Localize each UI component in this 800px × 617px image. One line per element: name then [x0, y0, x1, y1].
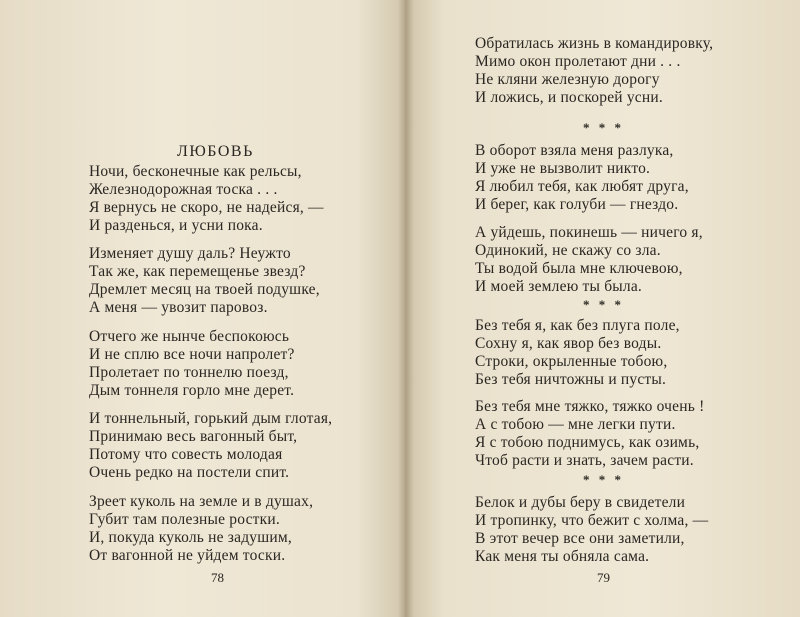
- poem-line: Очень редко на постели спит.: [89, 464, 290, 481]
- poem-line: Зреет куколь на земле и в душах,: [89, 493, 314, 510]
- section-separator: * * *: [583, 297, 624, 312]
- poem-line: И ложись, и поскорей усни.: [475, 89, 663, 106]
- poem-line: Мимо окон пролетают дни . . .: [475, 53, 681, 70]
- poem-line: Без тебя мне тяжко, тяжко очень !: [475, 398, 705, 415]
- poem-line: Белок и дубы беру в свидетели: [475, 494, 686, 511]
- poem-line: Пролетает по тоннелю поезд,: [89, 364, 289, 381]
- poem-line: И берег, как голуби — гнездо.: [475, 196, 679, 213]
- poem-line: Обратилась жизнь в командировку,: [475, 35, 714, 52]
- poem-line: И уже не вызволит никто.: [475, 160, 651, 177]
- poem-line: От вагонной не уйдем тоски.: [89, 547, 286, 564]
- poem-line: Чтоб расти и знать, зачем расти.: [475, 452, 694, 469]
- poem-line: Ты водой была мне ключевою,: [475, 260, 683, 277]
- poem-line: В этот вечер все они заметили,: [475, 530, 685, 547]
- poem-line: Я с тобою поднимусь, как озимь,: [475, 434, 700, 451]
- poem-line: Без тебя ничтожны и пусты.: [475, 371, 667, 388]
- poem-line: Строки, окрыленные тобою,: [475, 353, 668, 370]
- poem-line: В оборот взяла меня разлука,: [475, 142, 674, 159]
- poem-line: И не сплю все ночи напролет?: [89, 346, 295, 363]
- poem-line: Как меня ты обняла сама.: [475, 548, 650, 565]
- poem-line: Ночи, бесконечные как рельсы,: [89, 163, 302, 180]
- poem-line: И моей землею ты была.: [475, 278, 642, 295]
- right-page: [405, 0, 800, 617]
- poem-line: И, покуда куколь не задушим,: [89, 529, 292, 546]
- poem-line: А уйдешь, покинешь — ничего я,: [475, 224, 703, 241]
- section-separator: * * *: [583, 472, 624, 487]
- poem-line: Потому что совесть молодая: [89, 446, 283, 463]
- poem-line: Губит там полезные ростки.: [89, 511, 280, 528]
- poem-line: А с тобою — мне легки пути.: [475, 416, 676, 433]
- poem-line: Сохну я, как явор без воды.: [475, 335, 662, 352]
- page-number-left: 78: [211, 570, 224, 585]
- poem-title: ЛЮБОВЬ: [177, 143, 254, 160]
- poem-line: А меня — увозит паровоз.: [89, 299, 268, 316]
- page-number-right: 79: [597, 570, 610, 585]
- poem-line: Изменяет душу даль? Неужто: [89, 245, 291, 262]
- book-gutter: [398, 0, 414, 617]
- poem-line: Отчего же нынче беспокоюсь: [89, 328, 290, 345]
- poem-line: Так же, как перемещенье звезд?: [89, 263, 306, 280]
- poem-line: Не кляни железную дорогу: [475, 71, 660, 88]
- poem-line: И разденься, и усни пока.: [89, 217, 263, 234]
- poem-line: Я вернусь не скоро, не надейся, —: [89, 199, 324, 216]
- poem-line: Принимаю весь вагонный быт,: [89, 428, 298, 445]
- poem-line: Железнодорожная тоска . . .: [89, 181, 278, 198]
- poem-line: Я любил тебя, как любят друга,: [475, 178, 689, 195]
- poem-line: И тропинку, что бежит с холма, —: [475, 512, 709, 529]
- poem-line: Дремлет месяц на твоей подушке,: [89, 281, 320, 298]
- poem-line: Дым тоннеля горло мне дерет.: [89, 382, 295, 399]
- poem-line: Одинокий, не скажу со зла.: [475, 242, 661, 259]
- poem-line: И тоннельный, горький дым глотая,: [89, 410, 333, 427]
- poem-line: Без тебя я, как без плуга поле,: [475, 317, 680, 334]
- section-separator: * * *: [583, 120, 624, 135]
